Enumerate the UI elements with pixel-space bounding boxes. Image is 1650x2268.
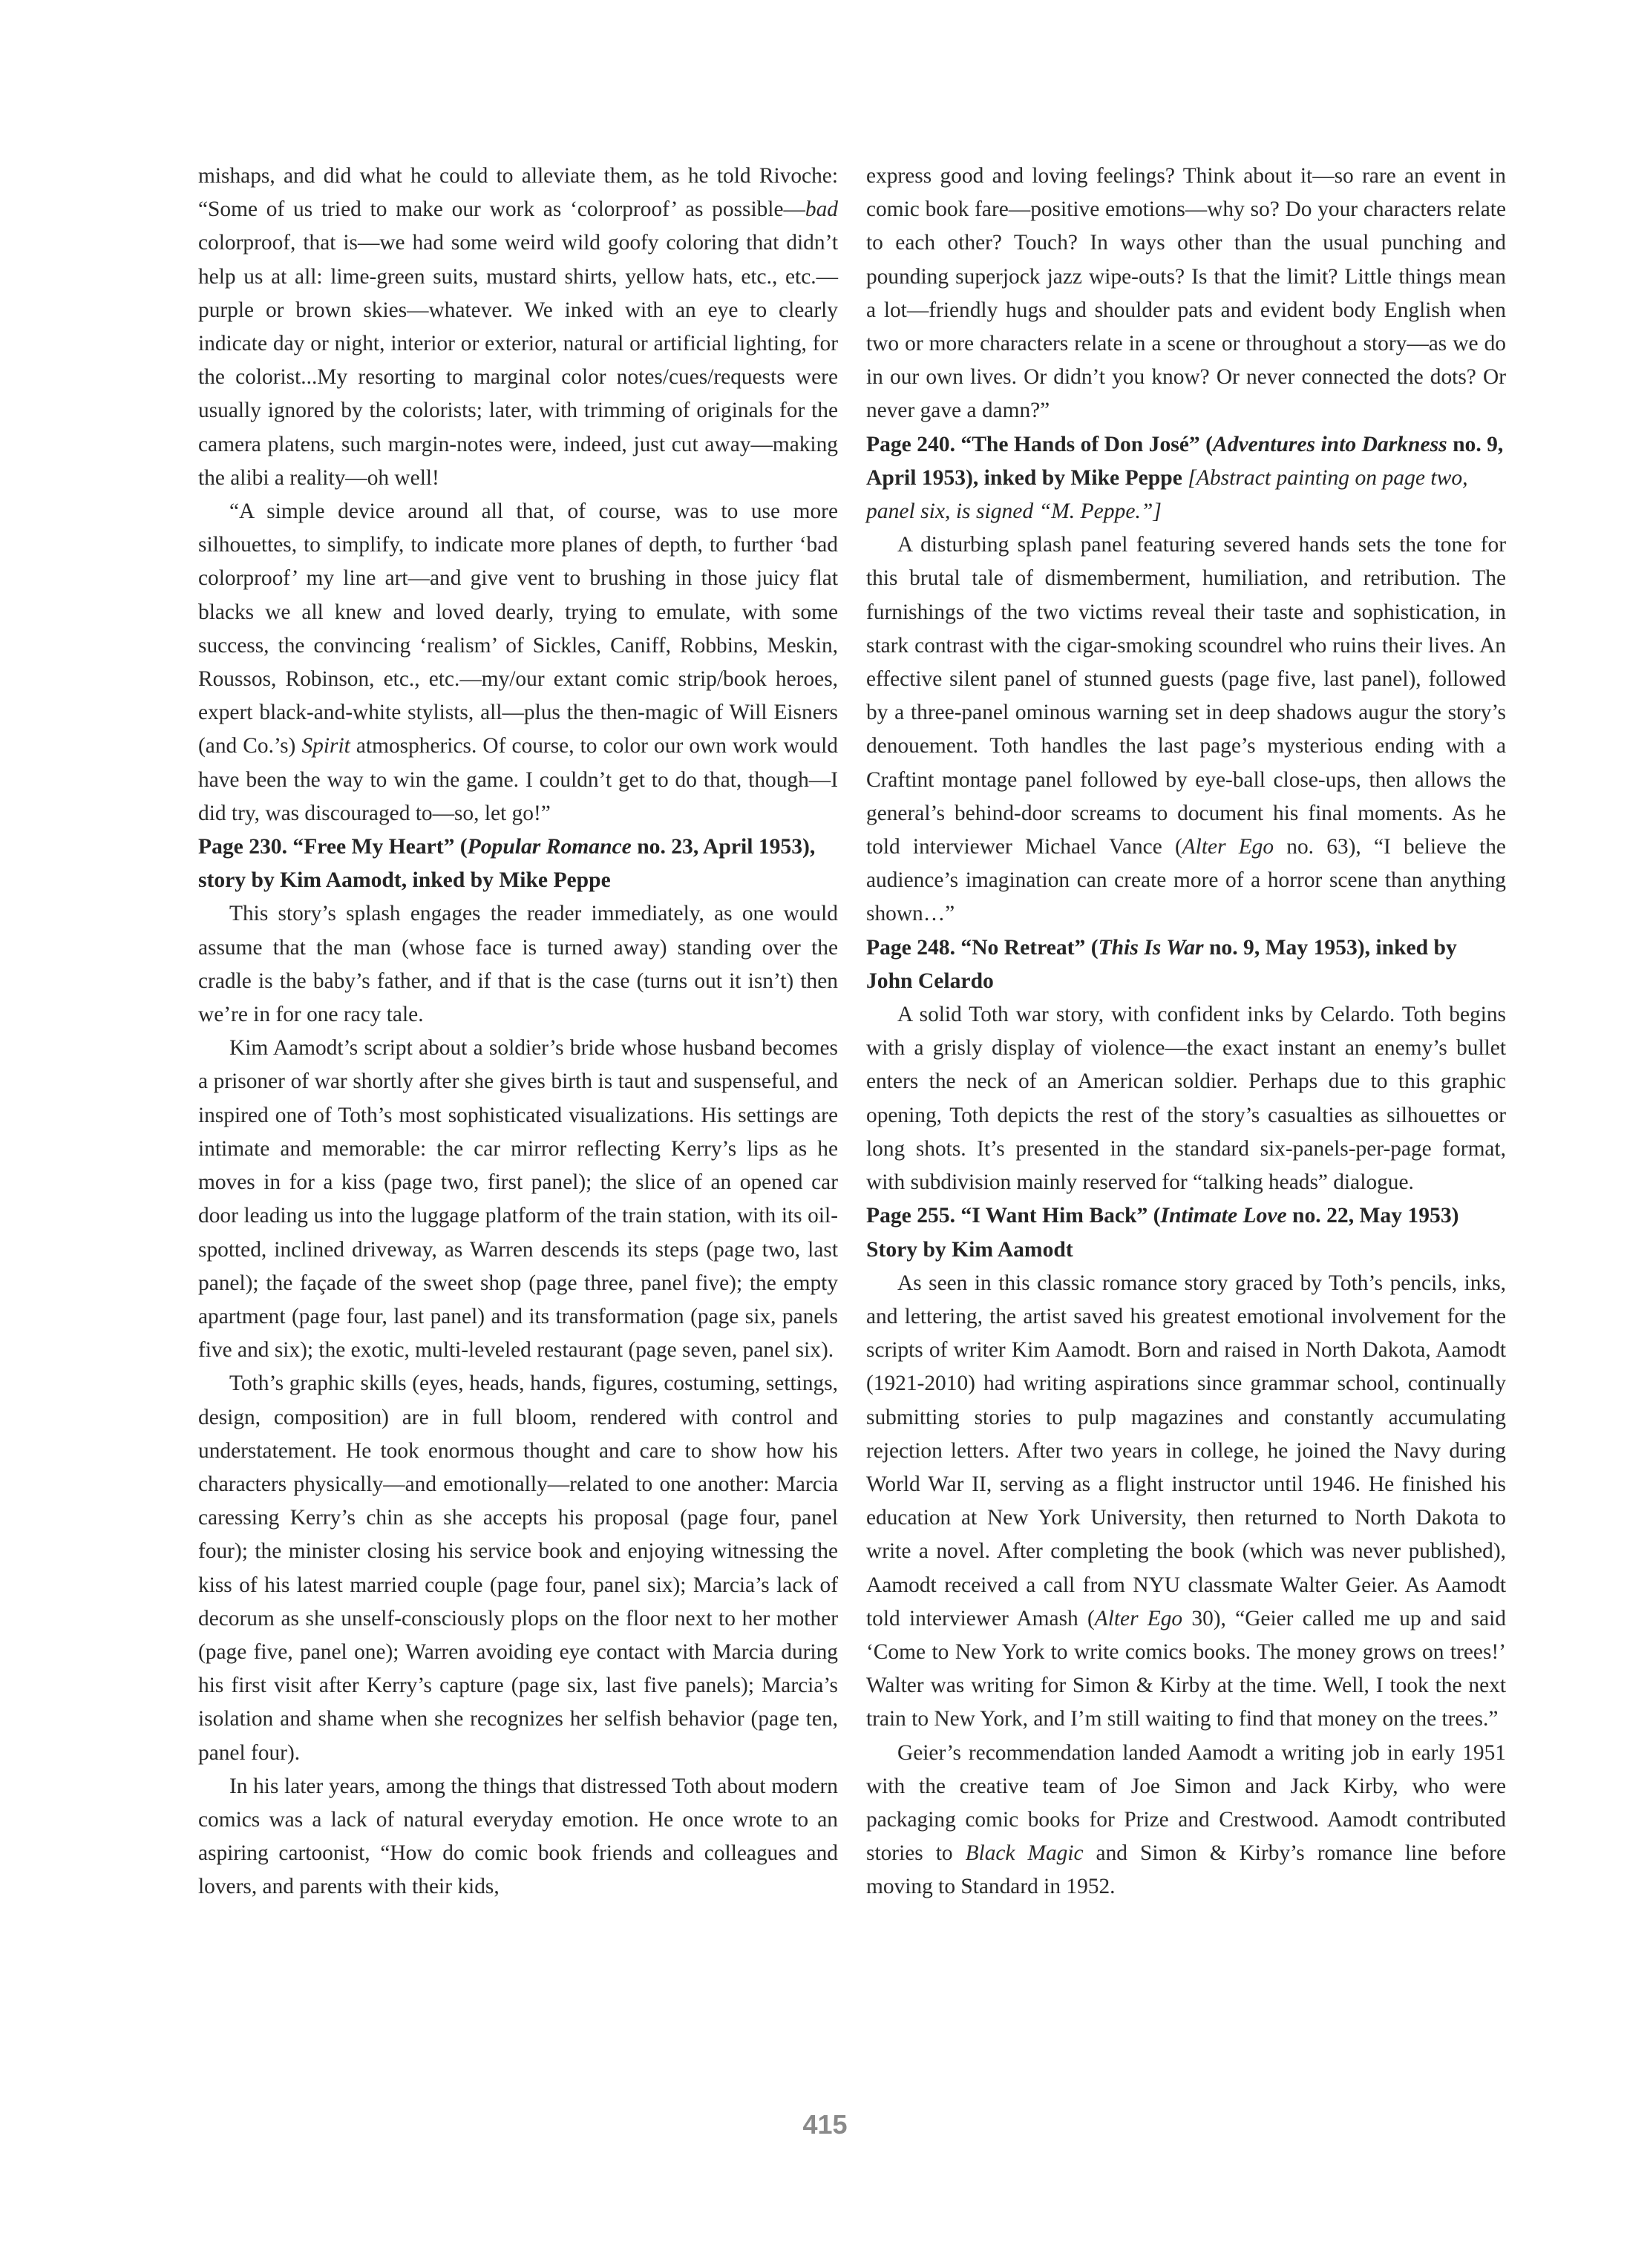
section-heading xyxy=(198,830,838,897)
text-run: Page 248. “No Retreat” ( xyxy=(866,935,1099,960)
body-paragraph xyxy=(198,1367,838,1769)
text-run: This story’s splash engages the reader immediately, as one would assume that the man (whose face is turned away) standing over the cradle is the baby’s father, and if that is the case (turns out it isn’t) then we’re in for one racy tale. xyxy=(198,902,838,1027)
text-run: Page 240. “The Hands of Don José” ( xyxy=(866,432,1213,456)
body-paragraph xyxy=(866,1267,1506,1737)
right-text-column xyxy=(866,160,1506,1904)
body-paragraph xyxy=(198,495,838,830)
left-text-column xyxy=(198,160,838,1904)
section-heading xyxy=(866,931,1506,998)
section-heading xyxy=(866,1199,1506,1266)
italic-title: This Is War xyxy=(1098,935,1204,960)
italic-title: Alter Ego xyxy=(1094,1606,1183,1630)
italic-title: Adventures into Darkness xyxy=(1212,432,1447,456)
body-paragraph xyxy=(198,897,838,1032)
body-paragraph xyxy=(866,998,1506,1199)
body-paragraph xyxy=(866,160,1506,428)
text-run: “A simple device around all that, of course, was to use more silhouettes, to simplify, to indicate more planes of depth, to further ‘bad colorproof’ my line art—and give vent to brushing in those juicy flat blacks we all knew and loved dearly, trying to emulate, with some success, the convincing ‘realism’ of Sickles, Caniff, Robbins, Meskin, Roussos, Robinson, etc., etc.—my/our extant comic strip/book heroes, expert black-and-white stylists, all—plus the then-magic of Will Eisners (and Co.’s) xyxy=(198,499,838,758)
italic-title: Popular Romance xyxy=(467,835,632,859)
body-paragraph xyxy=(198,1770,838,1904)
text-run: Page 230. “Free My Heart” ( xyxy=(198,835,468,859)
text-run: 30), “Geier called me up and said ‘Come to New York to write comics books. The money grows on trees!’ Walter was writing for Simon & Kirby at the time. Well, I took the next train to New York, and I’m still waiting to find that money on the trees.” xyxy=(866,1606,1506,1731)
text-run: no. 63), “I believe the audience’s imagination can create more of a horror scene than anything shown…” xyxy=(866,835,1506,926)
text-run: In his later years, among the things that distressed Toth about modern comics was a lack of natural everyday emotion. He once wrote to an aspiring cartoonist, “How do comic book friends and colleagues and lovers, and parents with their kids, xyxy=(198,1774,838,1899)
text-run: A solid Toth war story, with confident inks by Celardo. Toth begins with a grisly display of violence—the exact instant an enemy’s bullet enters the neck of an American soldier. Perhaps due to this graphic opening, Toth depicts the rest of the story’s casualties as silhouettes or long shots. It’s presented in the standard six-panels-per-page format, with subdivision mainly reserved for “talking heads” dialogue. xyxy=(866,1003,1506,1195)
text-run: mishaps, and did what he could to alleviate them, as he told Rivoche: “Some of us tried to make our work as ‘colorproof’ as possible— xyxy=(198,164,838,222)
body-paragraph xyxy=(198,1032,838,1367)
text-run: express good and loving feelings? Think about it—so rare an event in comic book fare—positive emotions—why so? Do your characters relate to each other? Touch? In ways other than the usual punching and pounding superjock jazz wipe-outs? Is that the limit? Little things mean a lot—friendly hugs and shoulder pats and evident body English when two or more characters relate in a scene or throughout a story—as we do in our own lives. Or didn’t you know? Or never connected the dots? Or never gave a damn?” xyxy=(866,164,1506,423)
page-number: 415 xyxy=(802,2109,848,2140)
text-run: Geier’s recommendation landed Aamodt a writing job in early 1951 with the creative team of Joe Simon and Jack Kirby, who were packaging comic books for Prize and Crestwood. Aamodt contributed stories to xyxy=(866,1740,1506,1866)
text-run: As seen in this classic romance story graced by Toth’s pencils, inks, and lettering, the artist saved his greatest emotional involvement for the scripts of writer Kim Aamodt. Born and raised in North Dakota, Aamodt (1921-2010) had writing aspirations since grammar school, continually submitting stories to pulp magazines and constantly accumulating rejection letters. After two years in college, he joined the Navy during World War II, serving as a flight instructor until 1946. He finished his education at New York University, then returned to North Dakota to write a novel. After completing the book (which was never published), Aamodt received a call from NYU classmate Walter Geier. As Aamodt told interviewer Amash ( xyxy=(866,1271,1506,1630)
text-run: no. 9, April 1953), inked by Mike Peppe xyxy=(866,432,1504,490)
text-run: no. 23, April 1953), story by Kim Aamodt, inked by Mike Peppe xyxy=(198,835,816,893)
body-paragraph xyxy=(866,528,1506,931)
text-run: A disturbing splash panel featuring severed hands sets the tone for this brutal tale of dismemberment, humiliation, and retribution. The furnishings of the two victims reveal their taste and sophistication, in stark contrast with the cigar-smoking scoundrel who ruins their lives. An effective silent panel of stunned guests (page five, last panel), followed by a three-panel ominous warning set in deep shadows augur the story’s denouement. Toth handles the last page’s mysterious ending with a Craftint montage panel followed by eye-ball close-ups, then allows the general’s behind-door screams to document his final moments. As he told interviewer Michael Vance ( xyxy=(866,533,1506,859)
text-run: Toth’s graphic skills (eyes, heads, hands, figures, costuming, settings, design, composition) are in full bloom, rendered with control and understatement. He took enormous thought and care to show how his characters physically—and emotionally—related to one another: Marcia caressing Kerry’s chin as she accepts his proposal (page four, panel four); the minister closing his service book and enjoying witnessing the kiss of his latest married couple (page four, panel six); Marcia’s lack of decorum as she unself-consciously plops on the floor next to her mother (page five, panel one); Warren avoiding eye contact with Marcia during his first visit after Kerry’s capture (page six, last five panels); Marcia’s isolation and shame when she recognizes her selfish behavior (page ten, panel four). xyxy=(198,1371,838,1765)
body-paragraph xyxy=(198,160,838,495)
italic-title: Alter Ego xyxy=(1182,835,1274,859)
text-run: no. 9, May 1953), inked by John Celardo xyxy=(866,935,1457,993)
section-heading xyxy=(866,428,1506,529)
italic-title: Intimate Love xyxy=(1160,1204,1287,1228)
text-run: Page 255. “I Want Him Back” ( xyxy=(866,1204,1161,1228)
text-run: no. 22, May 1953) Story by Kim Aamodt xyxy=(866,1204,1459,1262)
text-run: colorproof, that is—we had some weird wild goofy coloring that didn’t help us at all: lime-green suits, mustard shirts, yellow hats, etc., etc.—purple or brown skies—whatever. We inked with an eye to clearly indicate day or night, interior or exterior, natural or artificial lighting, for the colorist...My resorting to marginal color notes/cues/requests were usually ignored by the colorists; later, with trimming of originals for the camera platens, such margin-notes were, indeed, just cut away—making the alibi a reality—oh well! xyxy=(198,231,838,490)
italic-title: [Abstract painting on page two, panel six, is signed “M. Peppe.”] xyxy=(866,465,1468,524)
text-run: and Simon & Kirby’s romance line before moving to Standard in 1952. xyxy=(866,1841,1507,1899)
italic-title: Spirit xyxy=(301,734,350,758)
text-run: Kim Aamodt’s script about a soldier’s bride whose husband becomes a prisoner of war shortly after she gives birth is taut and suspenseful, and inspired one of Toth’s most sophisticated visualizations. His settings are intimate and memorable: the car mirror reflecting Kerry’s lips as he moves in for a kiss (page two, first panel); the slice of an opened car door leading us into the luggage platform of the train station, with its oil-spotted, inclined driveway, as Warren descends its steps (page two, last panel); the façade of the sweet shop (page three, panel five); the empty apartment (page four, last panel) and its transformation (page six, panels five and six); the exotic, multi-leveled restaurant (page seven, panel six). xyxy=(198,1036,838,1363)
italic-title: bad xyxy=(805,197,838,222)
body-paragraph xyxy=(866,1737,1506,1904)
italic-title: Black Magic xyxy=(965,1841,1084,1866)
text-run: atmospherics. Of course, to color our own work would have been the way to win the game. I couldn’t get to do that, though—I did try, was discouraged to—so, let go!” xyxy=(198,734,838,825)
